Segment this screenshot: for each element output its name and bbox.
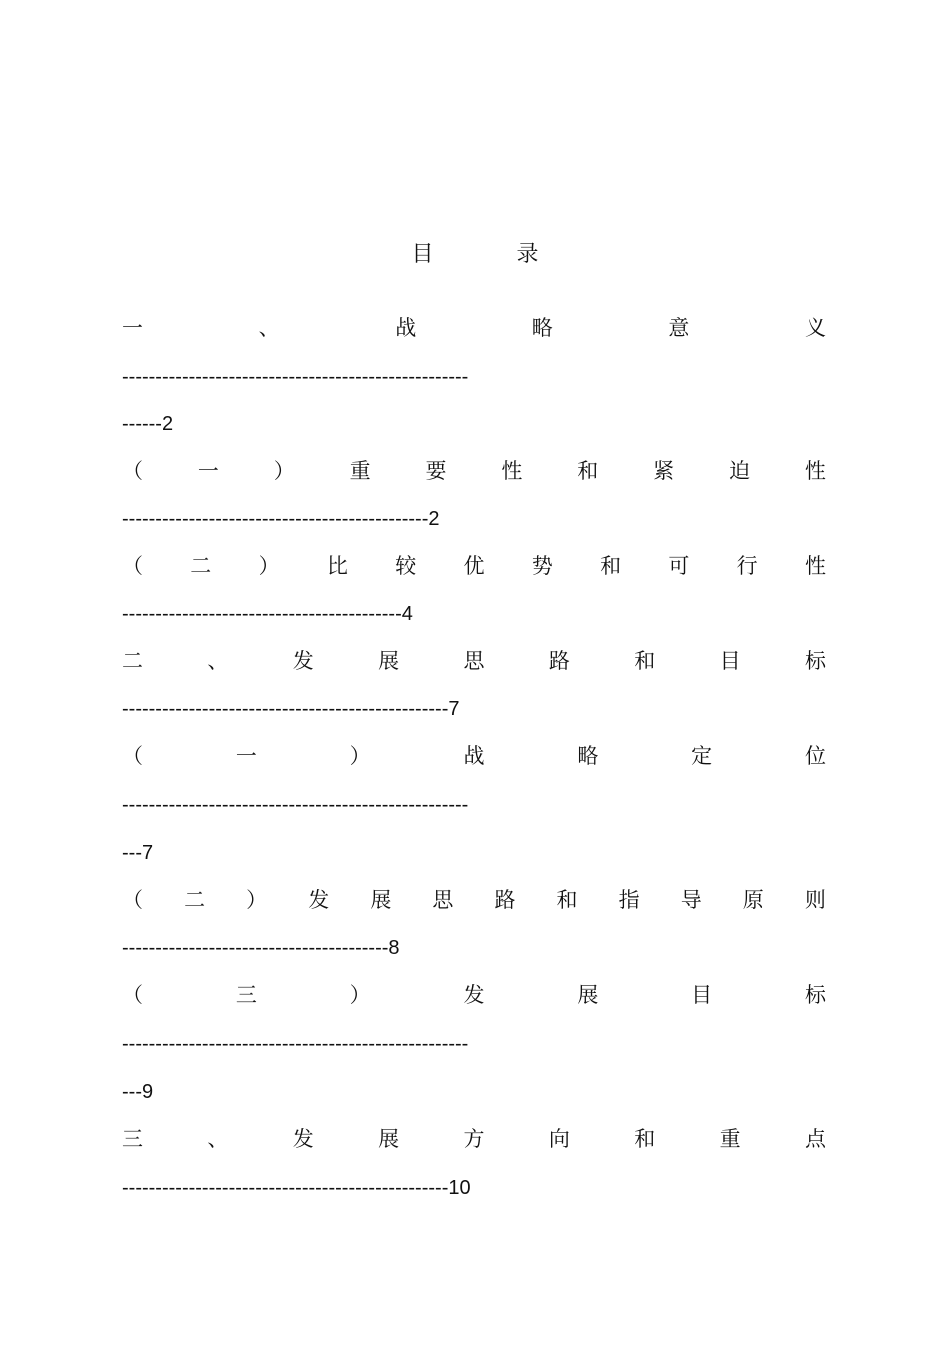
heading-char: ） (246, 888, 268, 912)
heading-char: 较 (395, 554, 417, 578)
heading-char: 二 (184, 888, 206, 912)
heading-char: 、 (207, 1127, 229, 1151)
toc-entry-heading-7 (122, 980, 826, 1010)
heading-char: （ (122, 459, 143, 483)
toc-entry-heading-4 (122, 646, 826, 676)
toc-leader: -------------------------------------------------7 (122, 698, 460, 720)
heading-char: 战 (463, 744, 485, 768)
heading-char: 路 (548, 649, 570, 673)
toc-leader: ---------------------------------------------------- (122, 366, 469, 388)
heading-char: 展 (577, 983, 599, 1007)
heading-char: 和 (577, 459, 599, 483)
heading-char: 优 (463, 554, 485, 578)
toc-leader: ---------------------------------------------------- (122, 1033, 469, 1055)
heading-char: 势 (531, 554, 553, 578)
toc-page-number-line: ---9 (122, 1081, 154, 1103)
heading-char: 迫 (729, 459, 750, 483)
heading-char: 三 (235, 983, 257, 1007)
heading-char: ） (258, 554, 280, 578)
toc-entry-heading-3 (122, 551, 826, 581)
heading-char: 重 (349, 459, 371, 483)
heading-char: ） (273, 459, 295, 483)
heading-char: 目 (719, 649, 741, 673)
heading-char: 发 (308, 888, 330, 912)
heading-char: 重 (719, 1127, 741, 1151)
heading-char: 、 (207, 649, 229, 673)
heading-char: 和 (600, 554, 622, 578)
toc-entry-heading-2 (122, 456, 826, 486)
heading-char: 行 (736, 554, 758, 578)
toc-page-number-line: ------2 (122, 413, 174, 435)
heading-char: 略 (531, 316, 553, 340)
toc-entry-heading-6 (122, 885, 826, 915)
toc-leader: ----------------------------------------8 (122, 937, 400, 959)
heading-char: 定 (691, 744, 713, 768)
toc-leader: ------------------------------------------4 (122, 603, 413, 625)
heading-char: 则 (804, 888, 826, 912)
heading-char: 三 (122, 1127, 143, 1151)
heading-char: 导 (680, 888, 702, 912)
heading-char: 略 (577, 744, 599, 768)
heading-char: 展 (370, 888, 392, 912)
heading-char: 义 (804, 316, 826, 340)
heading-char: 性 (804, 459, 826, 483)
heading-char: 二 (122, 649, 143, 673)
heading-char: 指 (618, 888, 640, 912)
heading-char: 意 (668, 316, 690, 340)
heading-char: 思 (432, 888, 454, 912)
heading-char: 和 (634, 1127, 656, 1151)
heading-char: （ (122, 888, 143, 912)
toc-page-number-line: ---7 (122, 842, 154, 864)
toc-title: 目 录 (411, 242, 577, 267)
heading-char: 和 (556, 888, 578, 912)
heading-char: 战 (395, 316, 417, 340)
heading-char: 性 (501, 459, 523, 483)
heading-char: 紧 (653, 459, 675, 483)
toc-leader: ---------------------------------------------------- (122, 794, 469, 816)
heading-char: 发 (292, 1127, 314, 1151)
heading-char: 性 (804, 554, 826, 578)
heading-char: （ (122, 744, 143, 768)
heading-char: 原 (742, 888, 764, 912)
toc-entry-heading-1 (122, 313, 826, 343)
heading-char: ） (349, 983, 371, 1007)
heading-char: （ (122, 983, 143, 1007)
toc-leader: ----------------------------------------------2 (122, 508, 440, 530)
heading-char: 点 (805, 1127, 826, 1151)
heading-char: 目 (691, 983, 713, 1007)
heading-char: 和 (634, 649, 656, 673)
heading-char: 位 (804, 744, 826, 768)
heading-char: 思 (463, 649, 485, 673)
heading-char: 展 (378, 649, 400, 673)
heading-char: 一 (235, 744, 257, 768)
heading-char: 可 (668, 554, 690, 578)
heading-char: 要 (425, 459, 447, 483)
heading-char: 、 (258, 316, 280, 340)
heading-char: 方 (463, 1127, 485, 1151)
heading-char: 向 (548, 1127, 570, 1151)
toc-entry-heading-5 (122, 741, 826, 771)
heading-char: ） (349, 744, 371, 768)
heading-char: 标 (805, 649, 826, 673)
heading-char: 发 (463, 983, 485, 1007)
heading-char: 路 (494, 888, 516, 912)
heading-char: 标 (804, 983, 826, 1007)
toc-leader: -------------------------------------------------10 (122, 1177, 471, 1199)
heading-char: 比 (326, 554, 348, 578)
heading-char: 发 (292, 649, 314, 673)
heading-char: 二 (190, 554, 212, 578)
toc-entry-heading-8 (122, 1124, 826, 1154)
heading-char: （ (122, 554, 143, 578)
heading-char: 一 (122, 316, 143, 340)
heading-char: 一 (197, 459, 219, 483)
heading-char: 展 (378, 1127, 400, 1151)
